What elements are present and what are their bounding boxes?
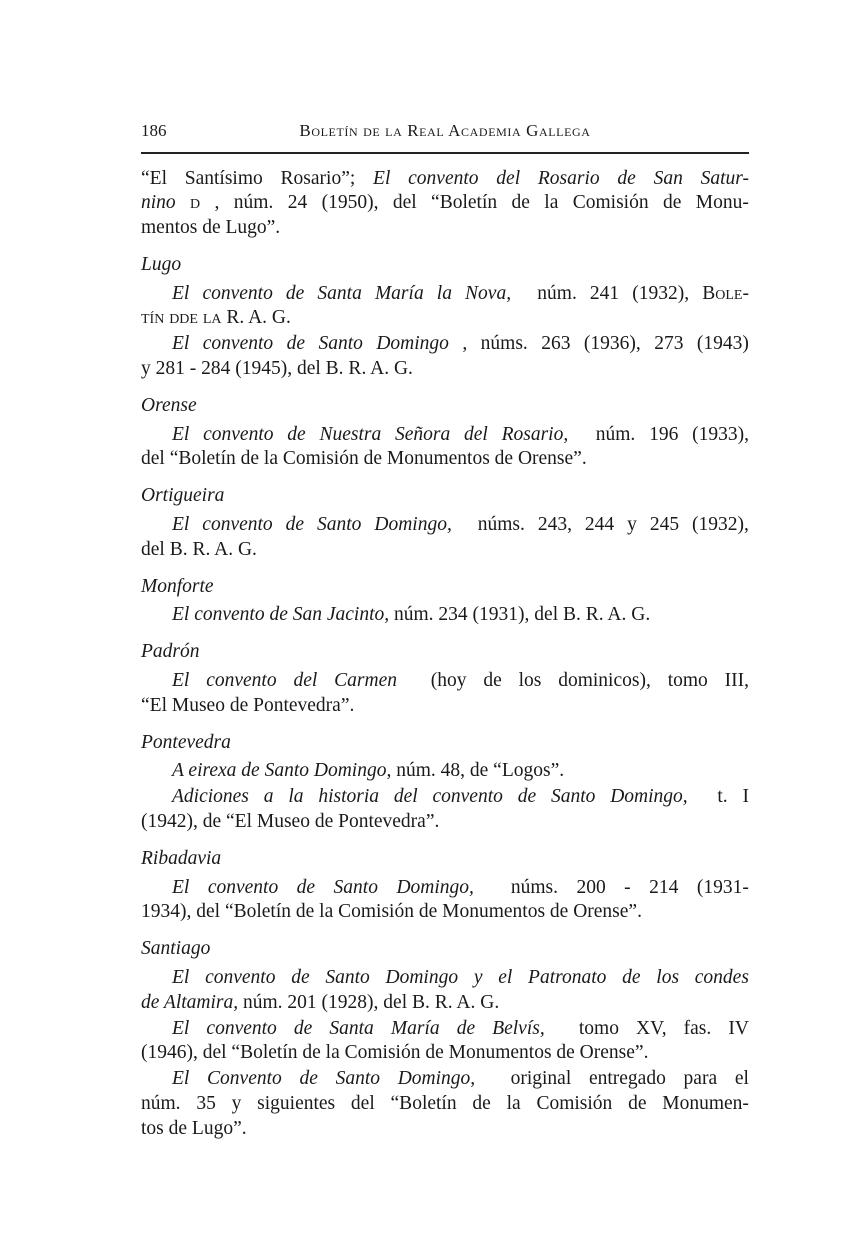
italic-title-text: convento [206, 670, 277, 692]
italic-title-text: Satur- [700, 167, 749, 189]
italic-title-text: convento [202, 282, 273, 304]
text-run: 241 [589, 282, 620, 304]
text-run: 243, [537, 514, 572, 536]
text-run: III, [724, 670, 749, 692]
small-caps-text: d [190, 192, 201, 214]
text-run: (1942), de “El Museo de Pontevedra”. [141, 811, 440, 833]
text-line [141, 785, 749, 810]
section-heading: Orense [141, 394, 197, 416]
text-run: núm. [595, 423, 636, 445]
bibliography-entry [141, 423, 749, 473]
text-line [141, 332, 749, 357]
italic-title-text: Santo [318, 333, 363, 355]
italic-title-text: Domingo [385, 967, 459, 989]
text-run: el [734, 1068, 749, 1090]
intro-paragraph [141, 167, 749, 241]
text-run: Santísimo [184, 167, 263, 189]
text-run: núm. 234 (1931), del B. R. A. G. [389, 604, 651, 626]
italic-title-text: los [656, 967, 680, 989]
text-run: los [518, 670, 542, 692]
section-heading: Santiago [141, 938, 211, 960]
italic-title-text: y [473, 967, 483, 989]
text-run: núm. 48, de “Logos”. [391, 760, 565, 782]
bibliography-entry [141, 966, 749, 1016]
section-heading: Ribadavia [141, 847, 222, 869]
italic-title-text: Santa [317, 282, 362, 304]
text-run: R. A. G. [221, 307, 291, 329]
italic-title-text: Domingo, [610, 786, 688, 808]
text-run: núms. [477, 514, 525, 536]
text-run: (1932), [632, 282, 690, 304]
bibliography-entry [141, 759, 749, 784]
text-run: (1950), [321, 192, 379, 214]
italic-title-text: nino [141, 192, 176, 214]
text-run: y 281 - 284 (1945), del B. R. A. G. [141, 358, 413, 380]
place-section [141, 394, 749, 472]
italic-title-text: de [622, 967, 641, 989]
text-run: “Boletín [431, 192, 498, 214]
italic-title-text: Santo [317, 514, 362, 536]
text-run: 214 [649, 876, 679, 898]
italic-title-text: Santa [329, 1017, 374, 1039]
text-run: Rosario”; [280, 167, 356, 189]
text-line [141, 357, 749, 382]
text-run: (1933), [692, 423, 749, 445]
bibliography-entry [141, 332, 749, 382]
italic-title-text: la [436, 282, 452, 304]
text-run: de [662, 192, 682, 214]
section-heading: Pontevedra [141, 731, 231, 753]
text-run: (1931- [696, 876, 749, 898]
running-header [141, 118, 749, 144]
bibliography-entry [141, 876, 749, 926]
bibliography-entry [141, 603, 749, 628]
italic-title-text: condes [694, 967, 749, 989]
text-line [141, 1017, 749, 1042]
italic-title-text: de [617, 167, 636, 189]
text-run: 273 [654, 333, 684, 355]
text-line [141, 1117, 749, 1142]
section-heading: Padrón [141, 641, 200, 663]
italic-title-text: Señora [394, 423, 451, 445]
text-run: (hoy [430, 670, 467, 692]
italic-title-text: Santo [550, 786, 596, 808]
italic-title-text: Santo [335, 1068, 381, 1090]
text-run: “El [141, 167, 167, 189]
italic-title-text: Carmen [334, 670, 397, 692]
text-run: núm. 201 (1928), del B. R. A. G. [238, 991, 500, 1013]
italic-title-text: Santo [325, 967, 370, 989]
italic-title-text: El [172, 333, 190, 355]
bibliography-entry [141, 1017, 749, 1067]
header-rule [141, 152, 749, 154]
italic-title-text: de [285, 514, 305, 536]
italic-title-text: Patronato [528, 967, 607, 989]
text-run: Comisión [536, 1093, 613, 1114]
text-line [141, 1041, 749, 1066]
text-run: , [462, 333, 468, 355]
text-run: del [350, 1093, 375, 1114]
text-run: Comisión [572, 192, 649, 214]
text-run: Monu- [695, 192, 749, 214]
italic-title-text: Convento [207, 1068, 282, 1090]
text-run: XV, [636, 1017, 667, 1039]
text-line [141, 694, 749, 719]
italic-title-text: del [393, 786, 418, 808]
text-run: la [506, 1093, 521, 1114]
text-run: I [742, 786, 749, 808]
bibliography-entry [141, 282, 749, 332]
text-run: mentos de Lugo”. [141, 217, 281, 239]
italic-title-text: Belvís, [492, 1017, 545, 1039]
text-line [141, 167, 749, 192]
italic-title-text: Domingo, [396, 876, 474, 898]
italic-title-text: El [172, 967, 190, 989]
italic-title-text: convento [432, 786, 503, 808]
text-run: y [627, 514, 637, 536]
bibliography-entry [141, 669, 749, 719]
italic-title-text: El [172, 423, 190, 445]
text-line [141, 900, 749, 925]
italic-title-text: San [653, 167, 683, 189]
text-run: , [214, 192, 220, 214]
text-run: 244 [584, 514, 615, 536]
italic-title-text: Rosario, [501, 423, 569, 445]
text-run: 196 [649, 423, 679, 445]
journal-title: Boletín de la Real Academia Gallega [299, 121, 591, 140]
italic-title-text: convento [202, 514, 273, 536]
text-line [141, 759, 749, 784]
text-line [141, 191, 749, 216]
italic-title-text: convento [408, 167, 479, 189]
italic-title-text: El [172, 876, 190, 898]
bibliography-entry [141, 1067, 749, 1141]
text-run: original [510, 1068, 572, 1090]
italic-title-text: El [172, 670, 190, 692]
italic-title-text: del [496, 167, 521, 189]
place-section [141, 640, 749, 718]
text-line [141, 876, 749, 901]
text-run: núm. [141, 1093, 181, 1114]
text-run: núm. [537, 282, 577, 304]
italic-title-text: de [456, 1017, 476, 1039]
italic-title-text: convento [202, 333, 274, 355]
text-run: 263 [541, 333, 571, 355]
italic-title-text: de [285, 282, 305, 304]
text-run: del B. R. A. G. [141, 538, 257, 560]
italic-title-text: Santo [333, 876, 378, 898]
text-line [141, 216, 749, 241]
text-line [141, 282, 749, 307]
bibliography-entry [141, 513, 749, 563]
text-run: tomo [667, 670, 708, 692]
text-run: entregado [588, 1068, 666, 1090]
text-run: dominicos), [558, 670, 651, 692]
text-run: para [683, 1068, 718, 1090]
italic-title-text: Nuestra [319, 423, 382, 445]
italic-title-text: convento [207, 876, 279, 898]
text-line [141, 447, 749, 472]
section-heading: Monforte [141, 575, 214, 597]
place-section [141, 484, 749, 562]
italic-title-text: de [287, 423, 306, 445]
italic-title-text: El [172, 514, 190, 536]
text-line [141, 538, 749, 563]
text-run: (1936), [583, 333, 641, 355]
text-run: (1943) [696, 333, 749, 355]
text-run: (1946), del “Boletín de la Comisión de Monumentos de Orense”. [141, 1042, 649, 1064]
text-line [141, 513, 749, 538]
italic-title-text: María [374, 282, 424, 304]
text-line [141, 423, 749, 448]
italic-title-text: El [172, 282, 190, 304]
italic-title-text: de [299, 1068, 318, 1090]
italic-title-text: El [172, 1068, 190, 1090]
italic-title-text: el [498, 967, 513, 989]
text-run: - [624, 876, 631, 898]
text-line [141, 306, 749, 331]
text-run: 24 [287, 192, 308, 214]
italic-title-text: Domingo [376, 333, 449, 355]
italic-title-text: El [373, 167, 391, 189]
italic-title-text: historia [318, 786, 379, 808]
italic-title-text: convento [203, 423, 274, 445]
document-page [141, 118, 749, 1142]
place-section [141, 253, 749, 382]
italic-title-text: convento [205, 967, 276, 989]
text-run: “El Museo de Pontevedra”. [141, 694, 355, 716]
italic-title-text: de [286, 333, 306, 355]
text-line [141, 810, 749, 835]
italic-title-text: de [296, 876, 316, 898]
text-run: núms. [510, 876, 558, 898]
text-run: fas. [683, 1017, 712, 1039]
italic-title-text: de Altamira, [141, 991, 239, 1013]
text-run: tomo [578, 1017, 619, 1039]
text-line [141, 991, 749, 1016]
italic-title-text: Domingo, [374, 514, 452, 536]
italic-title-text: de [293, 1017, 313, 1039]
italic-title-text: del [463, 423, 488, 445]
italic-title-text: María [390, 1017, 440, 1039]
text-run: de [472, 1093, 491, 1114]
text-run: núms. [480, 333, 528, 355]
italic-title-text: Rosario [537, 167, 600, 189]
section-heading: Ortigueira [141, 485, 225, 507]
text-run: Monumen- [662, 1093, 749, 1114]
place-section [141, 847, 749, 925]
text-run: de [628, 1093, 647, 1114]
small-caps-text: tín dde la [141, 307, 222, 329]
bibliography-entry [141, 785, 749, 835]
text-run: (1932), [692, 514, 749, 536]
text-run: 200 [576, 876, 606, 898]
text-run: de [511, 192, 530, 214]
text-run: IV [728, 1017, 749, 1039]
place-section [141, 937, 749, 1141]
document-body [141, 167, 749, 1142]
italic-title-text: convento [206, 1017, 277, 1039]
text-line [141, 1067, 749, 1092]
italic-title-text: Adiciones [172, 786, 249, 808]
text-run: “Boletín [390, 1093, 457, 1114]
italic-title-text: de [517, 786, 537, 808]
italic-title-text: la [288, 786, 304, 808]
text-run: de [483, 670, 502, 692]
text-line [141, 1092, 749, 1117]
text-run: tos de Lugo”. [141, 1117, 247, 1139]
text-run: t. [717, 786, 728, 808]
place-section [141, 575, 749, 629]
text-line [141, 603, 749, 628]
text-line [141, 966, 749, 991]
italic-title-text: del [293, 670, 318, 692]
place-section [141, 731, 749, 835]
italic-title-text: Domingo, [397, 1068, 476, 1090]
page-number: 186 [141, 121, 167, 140]
italic-title-text: A eirexa de Santo Domingo, [172, 760, 392, 782]
text-run: 35 [196, 1093, 216, 1114]
italic-title-text: Nova, [465, 282, 512, 304]
small-caps-text: Bole- [702, 282, 749, 304]
italic-title-text: El [172, 1017, 190, 1039]
italic-title-text: El convento de San Jacinto, [172, 604, 390, 626]
text-run: del [392, 192, 417, 214]
text-run: núm. [233, 192, 274, 214]
section-heading: Lugo [141, 253, 182, 275]
text-run: del “Boletín de la Comisión de Monumentos de Orense”. [141, 448, 587, 470]
text-run: 245 [649, 514, 680, 536]
text-line [141, 669, 749, 694]
text-run: y [231, 1093, 242, 1114]
italic-title-text: a [263, 786, 274, 808]
text-run: 1934), del “Boletín de la Comisión de Monumentos de Orense”. [141, 901, 642, 923]
italic-title-text: de [291, 967, 310, 989]
text-run: siguientes [257, 1093, 336, 1114]
text-run: la [544, 192, 559, 214]
